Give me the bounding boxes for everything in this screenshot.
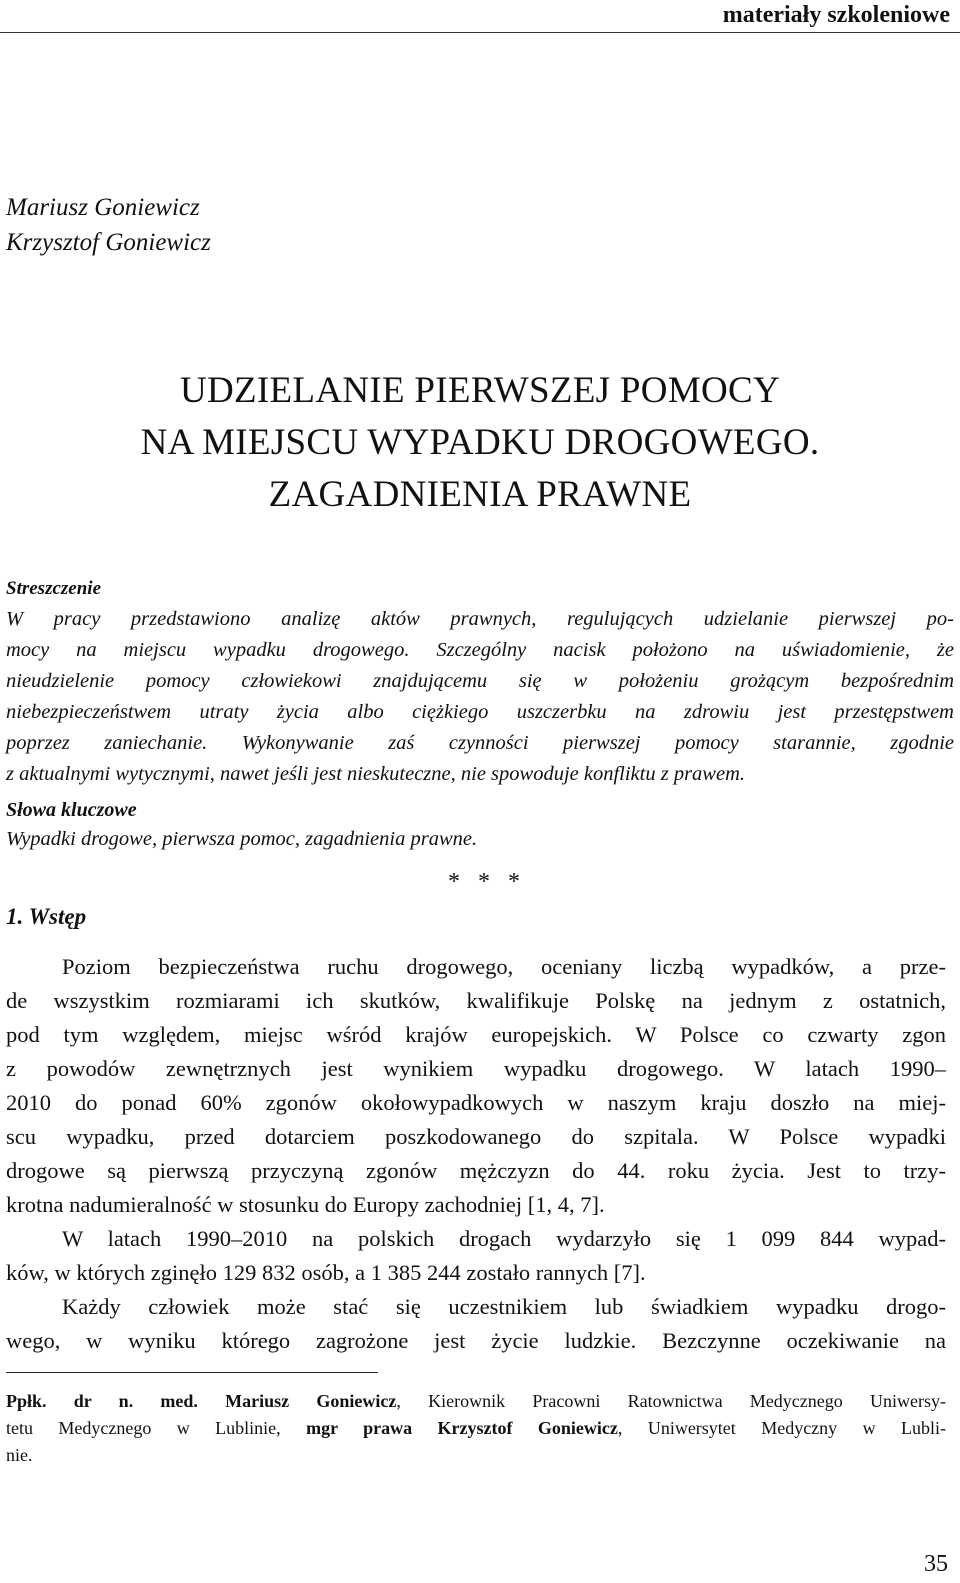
abstract-line: niebezpieczeństwem utraty życia albo ciężkiego uszczerbku na zdrowiu jest przestępstwem bbox=[6, 701, 954, 723]
footnote-divider bbox=[6, 1372, 378, 1373]
body-line: Poziom bezpieczeństwa ruchu drogowego, oceniany liczbą wypadków, a prze- bbox=[62, 954, 946, 979]
running-header: materiały szkoleniowe bbox=[722, 2, 950, 28]
footnote-text: , Uniwersytet Medyczny w Lubli- bbox=[617, 1418, 946, 1438]
abstract-line: z aktualnymi wytycznymi, nawet jeśli jest nieskuteczne, nie spowoduje konfliktu z prawem. bbox=[6, 763, 746, 785]
body-line: de wszystkim rozmiarami ich skutków, kwalifikuje Polskę na jednym z ostatnich, bbox=[6, 988, 946, 1013]
footnote-line bbox=[6, 1388, 946, 1415]
abstract-heading: Streszczenie bbox=[6, 578, 101, 599]
footnote-line bbox=[6, 1415, 946, 1442]
abstract-line: poprzez zaniechanie. Wykonywanie zaś czynności pierwszej pomocy starannie, zgodnie bbox=[6, 732, 954, 754]
footnote-line: nie. bbox=[6, 1445, 33, 1465]
body-line: krotna nadumieralność w stosunku do Europy zachodniej [1, 4, 7]. bbox=[6, 1192, 605, 1217]
body-line: z powodów zewnętrznych jest wynikiem wypadku drogowego. W latach 1990– bbox=[6, 1056, 946, 1081]
abstract-line: W pracy przedstawiono analizę aktów prawnych, regulujących udzielanie pierwszej po- bbox=[6, 608, 954, 630]
section-heading: 1. Wstęp bbox=[6, 904, 87, 929]
body-line: pod tym względem, miejsc wśród krajów europejskich. W Polsce co czwarty zgon bbox=[6, 1022, 946, 1047]
abstract-line: mocy na miejscu wypadku drogowego. Szczególny nacisk położono na uświadomienie, że bbox=[6, 639, 954, 661]
section-separator: * * * bbox=[448, 869, 526, 895]
footnote-author-bold: Ppłk. dr n. med. Mariusz Goniewicz bbox=[6, 1391, 397, 1411]
header-divider bbox=[0, 32, 960, 33]
body-line: ków, w których zginęło 129 832 osób, a 1 385 244 zostało rannych [7]. bbox=[6, 1260, 646, 1285]
authors-block bbox=[6, 190, 211, 260]
body-line: W latach 1990–2010 na polskich drogach wydarzyło się 1 099 844 wypad- bbox=[62, 1226, 946, 1251]
page-number: 35 bbox=[924, 1551, 948, 1577]
author-name: Mariusz Goniewicz bbox=[6, 194, 200, 221]
body-line: wego, w wyniku którego zagrożone jest życie ludzkie. Bezczynne oczekiwanie na bbox=[6, 1328, 946, 1353]
author-name: Krzysztof Goniewicz bbox=[6, 229, 211, 256]
keywords-text: Wypadki drogowe, pierwsza pomoc, zagadnienia prawne. bbox=[6, 828, 478, 850]
title-line: UDZIELANIE PIERWSZEJ POMOCY bbox=[179, 370, 781, 411]
keywords-heading: Słowa kluczowe bbox=[6, 799, 137, 821]
footnote-author-bold: mgr prawa Krzysztof Goniewicz bbox=[306, 1418, 618, 1438]
body-line: 2010 do ponad 60% zgonów okołowypadkowych w naszym kraju doszło na miej- bbox=[6, 1090, 946, 1115]
body-line: scu wypadku, przed dotarciem poszkodowanego do szpitala. W Polsce wypadki bbox=[6, 1124, 946, 1149]
body-line: drogowe są pierwszą przyczyną zgonów mężczyzn do 44. roku życia. Jest to trzy- bbox=[6, 1158, 946, 1183]
footnote-text: , Kierownik Pracowni Ratownictwa Medycznego Uniwersy- bbox=[396, 1391, 946, 1411]
body-line: Każdy człowiek może stać się uczestnikiem lub świadkiem wypadku drogo- bbox=[62, 1294, 946, 1319]
abstract-line: nieudzielenie pomocy człowiekowi znajdującemu się w położeniu grożącym bezpośrednim bbox=[6, 670, 954, 692]
article-title bbox=[0, 365, 960, 521]
footnote-text: tetu Medycznego w Lublinie, bbox=[6, 1418, 307, 1438]
title-line: NA MIEJSCU WYPADKU DROGOWEGO. bbox=[140, 422, 820, 463]
title-line: ZAGADNIENIA PRAWNE bbox=[268, 474, 692, 515]
